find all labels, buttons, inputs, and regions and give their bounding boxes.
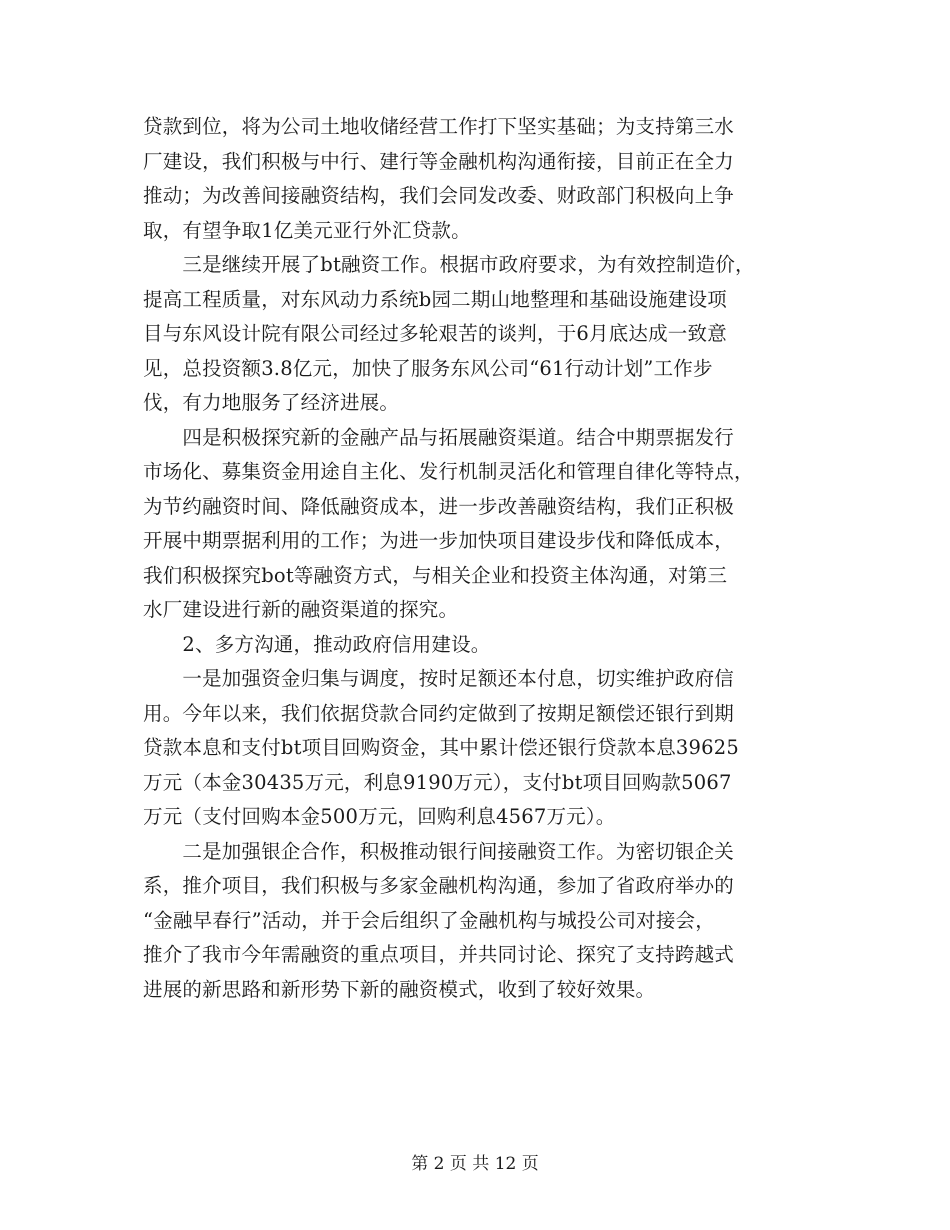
text-line: “金融早春行”活动，并于会后组织了金融机构与城投公司对接会，	[143, 908, 715, 932]
text-line: 厂建设，我们积极与中行、建行等金融机构沟通衔接，目前正在全力	[143, 149, 735, 173]
text-line: 贷款本息和支付bt项目回购资金，其中累计偿还银行贷款本息39625	[143, 736, 739, 759]
document-body	[143, 110, 808, 1007]
text-line: 提高工程质量，对东风动力系统b园二期山地整理和基础设施建设项	[143, 287, 727, 311]
text-line: 水厂建设进行新的融资渠道的探究。	[143, 598, 459, 621]
text-line: 进展的新思路和新形势下新的融资模式，收到了较好效果。	[143, 977, 656, 1001]
text-line: 伐，有力地服务了经济进展。	[143, 391, 400, 414]
page-number-footer: 第 2 页 共 12 页	[411, 1154, 539, 1174]
text-line: 万元（本金30435万元，利息9190万元），支付bt项目回购款5067	[143, 770, 732, 794]
text-line: 开展中期票据利用的工作；为进一步加快项目建设步伐和降低成本，	[143, 529, 735, 552]
text-line: 我们积极探究bot等融资方式，与相关企业和投资主体沟通，对第三	[143, 563, 728, 587]
text-line: 用。今年以来，我们依据贷款合同约定做到了按期足额偿还银行到期	[143, 701, 735, 725]
text-line: 一是加强资金归集与调度，按时足额还本付息，切实维护政府信	[143, 667, 735, 690]
text-line: 推介了我市今年需融资的重点项目，并共同讨论、探究了支持跨越式	[143, 943, 735, 966]
text-line: 二是加强银企合作，积极推动银行间接融资工作。为密切银企关	[143, 839, 735, 863]
text-line: 三是继续开展了bt融资工作。根据市政府要求，为有效控制造价，	[143, 253, 755, 276]
text-line: 见，总投资额3.8亿元，加快了服务东风公司“61行动计划”工作步	[143, 356, 713, 380]
text-line: 为节约融资时间、降低融资成本，进一步改善融资结构，我们正积极	[143, 494, 735, 518]
text-line: 目与东风设计院有限公司经过多轮艰苦的谈判，于6月底达成一致意	[143, 322, 727, 345]
text-line: 贷款到位，将为公司土地收储经营工作打下坚实基础；为支持第三水	[143, 115, 735, 138]
text-line: 四是积极探究新的金融产品与拓展融资渠道。结合中期票据发行	[143, 425, 735, 449]
text-line: 系，推介项目，我们积极与多家金融机构沟通，参加了省政府举办的	[143, 874, 735, 897]
text-line: 推动；为改善间接融资结构，我们会同发改委、财政部门积极向上争	[143, 184, 735, 207]
text-line: 市场化、募集资金用途自主化、发行机制灵活化和管理自律化等特点，	[143, 460, 754, 483]
text-line: 万元（支付回购本金500万元，回购利息4567万元）。	[143, 805, 616, 828]
section-heading: 2、多方沟通，推动政府信用建设。	[143, 632, 491, 656]
text-line: 取，有望争取1亿美元亚行外汇贷款。	[143, 218, 471, 242]
